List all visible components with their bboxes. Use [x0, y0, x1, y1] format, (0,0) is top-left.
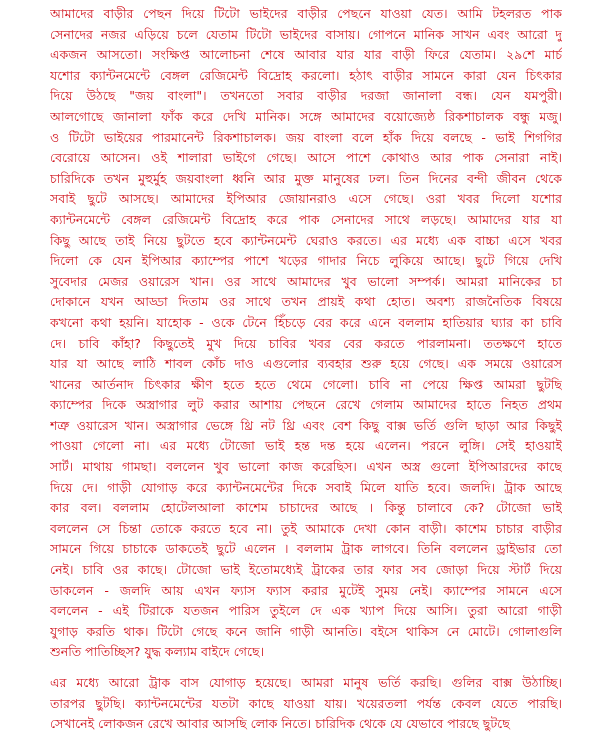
text-line: শত্রু ওয়ারেস খান। অস্ত্রাগার ভেঙ্গে থ্রি নট থ্রি এবং বেশ কিছু বাক্স ভর্তি গুলি ছাড়া আর কিছুই	[50, 417, 562, 433]
text-line: সার্ট। মাথায় গামছা। বললেন খুব ভালো কাজ করেছিস। এখন অস্ত্র গুলো ইপিআরদের কাছে	[50, 459, 562, 475]
text-line: ডাকলেন - জলদি আয় এখন ফ্যাস ফ্যাস করার মুটেই সুময় নেই। ক্যাম্পের সামনে এসে	[50, 582, 562, 598]
paragraph-1	[50, 4, 562, 663]
text-line: শুনতি পাতিচ্ছিস? যুদ্ধ কল্যাম বাইদে গেছে।	[50, 644, 265, 660]
text-line: দোকানে যখন আড্ডা দিতাম ওর সাথে তখন প্রায়ই কথা হোত। অবশ্য রাজনৈতিক বিষয়ে	[50, 294, 562, 310]
text-line: সবাই ছুটে আসছে। আমাদের ইপিআর জোয়ানরাও এসে গেছে। ওরা খবর দিলো যশোর	[50, 191, 562, 207]
text-line: কার বল। বললাম হোটেলআলা কাশেম চাচাদের আছে । কিন্তু চালাবে কে? টোজো ভাই	[50, 500, 562, 516]
text-line: আলগোছে জানালা ফাঁক করে দেখি মানিক। সঙ্গে আমাদের বয়োজ্যেষ্ঠ রিকশাচালক বন্ধু মজু।	[50, 108, 562, 124]
text-line: আমাদের বাড়ীর পেছন দিয়ে টিটো ভাইদের বাড়ীর পেছনে যাওয়া যেত। আমি টহলরত পাক	[50, 6, 562, 21]
text-line: চারিদিকে তখন মুহুর্মুহ জয়বাংলা ধ্বনি আর মুক্ত মানুষের ঢল। তিন দিনের বন্দী জীবন থেকে	[50, 170, 562, 186]
text-line: খানের আর্তনাদ চিৎকার ক্ষীণ হতে হতে থেমে গেলো। চাবি না পেয়ে ক্ষিপ্ত আমরা ছুটছি	[50, 376, 562, 392]
text-line: ক্যান্টনমেন্টে বেঙ্গল রেজিমেন্ট বিদ্রোহ করে পাক সেনাদের সাথে লড়ছে। আমাদের যার যা	[50, 211, 562, 227]
text-line: একজন আসতো। সংক্ষিপ্ত আলোচনা শেষে আবার যার যার বাড়ী ফিরে যেতাম। ২৯শে মার্চ	[50, 47, 562, 63]
text-line: নেই। চাবি ওর কাছে। টোজো ভাই ইতোমধ্যেই ট্রাকের তার ফার সব জোড়া দিয়ে স্টার্ট দিয়ে	[50, 562, 562, 578]
text-line: তারপর ছুটছি। ক্যান্টনমেন্টের যতটা কাছে যাওয়া যায়। খয়েরতলা পর্যন্ত কেবল যেতে পারছি।	[50, 695, 562, 711]
text-line: ক্যাম্পের দিকে অস্ত্রাগার লুট করার আশায় পেছনে রেখে গেলাম আমাদের হাতে নিহত প্রথম	[50, 397, 562, 413]
text-line: সেখানেই লোকজন রেখে আবার আসছি লোক নিতে। চারিদিক থেকে যে যেভাবে পারছে ছুটছে	[50, 716, 510, 732]
text-line: কিছু আছে তাই নিয়ে ছুটতে হবে ক্যান্টনমেন্ট ঘেরাও করতে। এর মধ্যে এক বাচ্চা এসে খবর	[50, 232, 562, 248]
text-line: সেনাদের নজর এড়িয়ে চলে যেতাম টিটো ভাইদের বাসায়। গোপনে মানিক সাখন এবং আরো দু	[50, 26, 562, 42]
text-line: দিয়ে উঠছে "জয় বাংলা"। তখনতো সবার বাড়ীর দরজা জানালা বন্ধ। যেন যমপুরী।	[50, 88, 562, 104]
text-line: দিয়ে দে। গাড়ী যোগাড় করে ক্যান্টনমেন্টের দিকে সবাই মিলে যাতি হবে। জলদি। ট্রাক আছে	[50, 479, 562, 495]
text-line: বেরোয়ে আসেন। ওই শালারা ভাইগে গেছে। আসে পাশে কোথাও আর পাক সেনারা নাই।	[50, 150, 562, 166]
text-line: বললেন - এই টিরাকে যতজন পারিস তুইলে দে এক খ্যাপ দিয়ে আসি। তুরা আরো গাড়ী	[50, 603, 562, 619]
text-line: দিলো কে যেন ইপিআর ক্যাম্পের পাশে খড়ের গাদার নিচে লুকিয়ে আছে। ছুটে গিয়ে দেখি	[50, 253, 562, 269]
text-line: যার যা আছে লাঠি শাবল কোঁচ দাও এগুলোর ব্যবহার শুরু হয়ে গেছে। এক সময়ে ওয়ারেস	[50, 356, 562, 372]
text-line: পাওয়া গেলো না। এর মধ্যে টোজো ভাই হন্ত দন্ত হয়ে এলেন। পরনে লুঙ্গি। সেই হাওয়াই	[50, 438, 562, 454]
text-line: বললেন সে চিন্তা তোকে করতে হবে না। তুই আমাকে দেখা কোন বাড়ী। কাশেম চাচার বাড়ীর	[50, 520, 562, 536]
text-line: ও টিটো ভাইয়ের পারমানেন্ট রিকশাচালক। জয় বাংলা বলে হাঁক দিয়ে বলছে - ভাই শিগগির	[50, 129, 562, 145]
text-line: দে। চাবি কাঁহা? কিছুতেই মুখ দিয়ে চাবির খবর বের করতে পারলামনা। ততক্ষণে হাতে	[50, 335, 562, 351]
text-line: সুবেদার মেজর ওয়ারেস খান। ওর সাথে আমাদের খুব ভালো সম্পর্ক। আমরা মানিকের চা	[50, 273, 562, 289]
text-line: এর মধ্যে আরো ট্রাক বাস যোগাড় হয়েছে। আমরা মানুষ ভর্তি করছি। গুলির বাক্স উঠাচ্ছি।	[50, 675, 562, 690]
text-line: যুগাড় করতি থাক। টিটো গেছে কনে জানি গাড়ী আনতি। বইসে থাকিস নে মোটে। গোলাগুলি	[50, 623, 562, 639]
text-line: কখনো কথা হয়নি। যাহোক - ওকে টেনে হিঁচড়ে বের করে এনে বললাম হাতিয়ার ঘ্যার কা চাবি	[50, 314, 562, 330]
text-line: সামনে গিয়ে চাচাকে ডাকতেই ছুটে এলেন । বললাম ট্রাক লাগবে। তিনি বললেন ড্রাইভার তো	[50, 541, 562, 557]
paragraph-2	[50, 673, 562, 735]
text-line: যশোর ক্যান্টনমেন্টে বেঙ্গল রেজিমেন্ট বিদ্রোহ করলো। হঠাৎ বাড়ীর সামনে কারা যেন চিৎকার	[50, 67, 562, 83]
